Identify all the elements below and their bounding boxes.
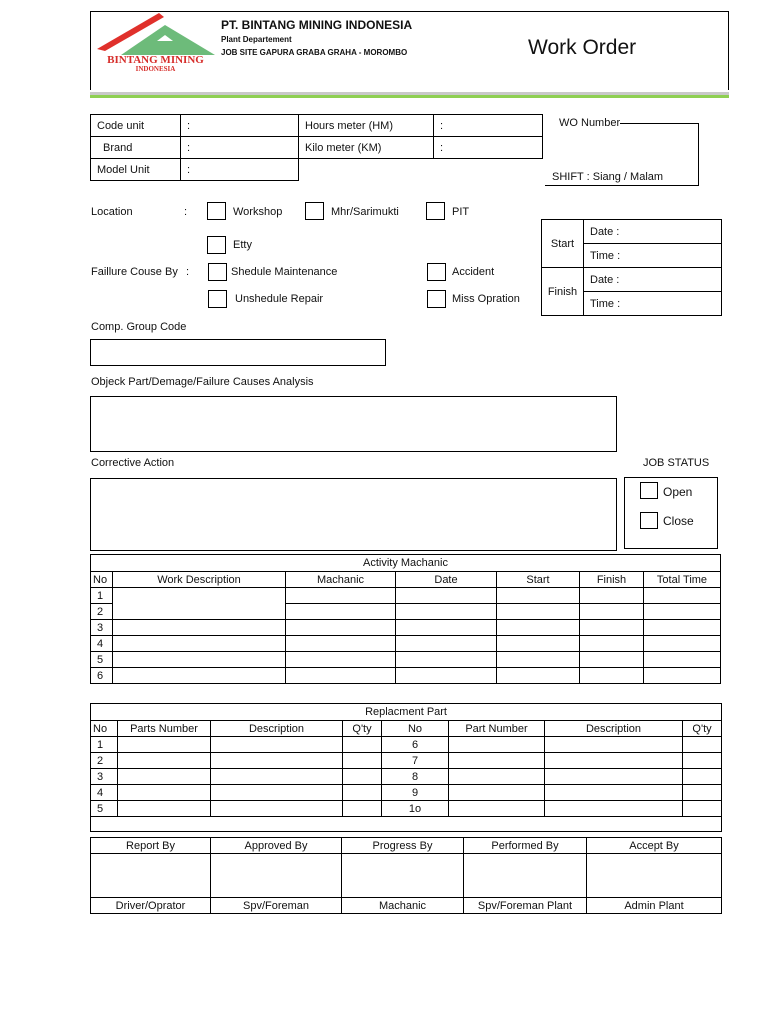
col-header-description-right: Description bbox=[545, 721, 683, 737]
pit-label: PIT bbox=[452, 206, 470, 218]
job-status-label: JOB STATUS bbox=[643, 457, 710, 469]
spacer-row bbox=[91, 817, 722, 832]
row-number-right: 7 bbox=[382, 753, 449, 769]
table-cell[interactable] bbox=[545, 769, 683, 785]
table-cell[interactable] bbox=[644, 652, 721, 668]
analysis-textarea[interactable] bbox=[90, 396, 617, 452]
row-number: 6 bbox=[91, 668, 113, 684]
table-cell[interactable] bbox=[497, 620, 580, 636]
hours-meter-label: Hours meter (HM) bbox=[299, 115, 434, 137]
table-cell[interactable] bbox=[683, 737, 722, 753]
accident-label: Accident bbox=[452, 266, 495, 278]
table-cell[interactable] bbox=[286, 620, 396, 636]
row-number-right: 8 bbox=[382, 769, 449, 785]
shift-label: SHIFT : Siang / Malam bbox=[552, 171, 664, 183]
schedule-maintenance-checkbox[interactable] bbox=[208, 263, 227, 281]
table-cell[interactable] bbox=[118, 753, 211, 769]
activity-mechanic-table bbox=[90, 554, 721, 684]
table-cell[interactable] bbox=[343, 785, 382, 801]
header-accent-line bbox=[90, 95, 729, 98]
table-cell[interactable] bbox=[545, 801, 683, 817]
row-number: 5 bbox=[91, 801, 118, 817]
col-header-no-right: No bbox=[382, 721, 449, 737]
col-header-start: Start bbox=[497, 572, 580, 588]
table-cell[interactable] bbox=[644, 620, 721, 636]
table-row bbox=[91, 801, 722, 817]
col-header-work-description: Work Description bbox=[113, 572, 286, 588]
start-date-field[interactable]: Date : bbox=[584, 220, 722, 244]
table-cell[interactable] bbox=[545, 753, 683, 769]
blank-cell bbox=[299, 159, 434, 181]
table-cell[interactable] bbox=[286, 636, 396, 652]
unit-info-table bbox=[90, 114, 543, 181]
table-cell[interactable] bbox=[211, 753, 343, 769]
driver-operator-label: Driver/Oprator bbox=[91, 898, 211, 914]
col-header-total-time: Total Time bbox=[644, 572, 721, 588]
kilo-meter-label: Kilo meter (KM) bbox=[299, 137, 434, 159]
approved-by-label: Approved By bbox=[211, 838, 342, 854]
col-header-qty-right: Q'ty bbox=[683, 721, 722, 737]
signature-table bbox=[90, 837, 722, 914]
table-cell[interactable] bbox=[497, 668, 580, 684]
company-name: PT. BINTANG MINING INDONESIA bbox=[221, 18, 413, 32]
table-cell[interactable] bbox=[396, 604, 497, 620]
col-header-mechanic: Machanic bbox=[286, 572, 396, 588]
kilo-meter-value[interactable]: : bbox=[434, 137, 543, 159]
table-cell[interactable] bbox=[580, 588, 644, 604]
row-number: 1 bbox=[91, 737, 118, 753]
table-cell[interactable] bbox=[343, 801, 382, 817]
unschedule-repair-label: Unshedule Repair bbox=[235, 293, 324, 305]
table-cell[interactable] bbox=[343, 753, 382, 769]
table-row bbox=[91, 737, 722, 753]
table-cell[interactable] bbox=[118, 785, 211, 801]
accept-by-label: Accept By bbox=[587, 838, 722, 854]
progress-by-label: Progress By bbox=[342, 838, 464, 854]
col-header-date: Date bbox=[396, 572, 497, 588]
code-unit-value[interactable]: : bbox=[181, 115, 299, 137]
table-cell[interactable] bbox=[286, 668, 396, 684]
table-cell[interactable] bbox=[644, 636, 721, 652]
table-cell[interactable] bbox=[449, 753, 545, 769]
blank-cell bbox=[434, 159, 543, 181]
table-cell[interactable] bbox=[118, 769, 211, 785]
row-number: 4 bbox=[91, 785, 118, 801]
table-cell[interactable] bbox=[211, 801, 343, 817]
logo-text-main: BINTANG MINING bbox=[107, 54, 204, 66]
department-name: Plant Departement bbox=[221, 35, 292, 44]
model-unit-value[interactable]: : bbox=[181, 159, 299, 181]
failure-cause-colon: : bbox=[186, 266, 190, 278]
row-number: 3 bbox=[91, 769, 118, 785]
finish-date-field[interactable]: Date : bbox=[584, 268, 722, 292]
table-cell[interactable] bbox=[211, 785, 343, 801]
signature-box-approved[interactable] bbox=[211, 854, 342, 898]
miss-operation-label: Miss Opration bbox=[452, 293, 520, 305]
col-header-description: Description bbox=[211, 721, 343, 737]
mechanic-label: Machanic bbox=[342, 898, 464, 914]
table-cell[interactable] bbox=[580, 604, 644, 620]
corrective-action-label: Corrective Action bbox=[91, 457, 175, 469]
finish-time-field[interactable]: Time : bbox=[584, 292, 722, 316]
row-number: 2 bbox=[91, 604, 113, 620]
work-description-cell[interactable] bbox=[113, 636, 286, 652]
table-cell[interactable] bbox=[580, 636, 644, 652]
logo-text-sub: INDONESIA bbox=[135, 65, 176, 73]
unschedule-repair-checkbox[interactable] bbox=[208, 290, 227, 308]
table-cell[interactable] bbox=[683, 753, 722, 769]
wo-number-label: WO Number bbox=[559, 117, 621, 129]
performed-by-label: Performed By bbox=[464, 838, 587, 854]
mhr-sarimukti-label: Mhr/Sarimukti bbox=[331, 206, 399, 218]
row-number-right: 1o bbox=[382, 801, 449, 817]
activity-title: Activity Machanic bbox=[91, 555, 721, 572]
table-cell[interactable] bbox=[211, 737, 343, 753]
table-row bbox=[91, 620, 721, 636]
table-cell[interactable] bbox=[286, 604, 396, 620]
table-row bbox=[91, 652, 721, 668]
work-description-cell[interactable] bbox=[113, 620, 286, 636]
table-cell[interactable] bbox=[449, 737, 545, 753]
mhr-sarimukti-checkbox[interactable] bbox=[305, 202, 324, 220]
etty-checkbox[interactable] bbox=[207, 236, 226, 254]
table-row bbox=[91, 753, 722, 769]
table-cell[interactable] bbox=[580, 668, 644, 684]
brand-value[interactable]: : bbox=[181, 137, 299, 159]
table-cell[interactable] bbox=[211, 769, 343, 785]
table-cell[interactable] bbox=[644, 588, 721, 604]
admin-plant-label: Admin Plant bbox=[587, 898, 722, 914]
report-by-label: Report By bbox=[91, 838, 211, 854]
location-colon: : bbox=[184, 206, 188, 218]
pit-checkbox[interactable] bbox=[426, 202, 445, 220]
col-header-parts-number: Parts Number bbox=[118, 721, 211, 737]
table-cell[interactable] bbox=[118, 801, 211, 817]
open-label: Open bbox=[663, 485, 693, 499]
table-cell[interactable] bbox=[644, 668, 721, 684]
page-title: Work Order bbox=[528, 36, 637, 59]
table-cell[interactable] bbox=[286, 652, 396, 668]
table-cell[interactable] bbox=[545, 737, 683, 753]
row-number: 2 bbox=[91, 753, 118, 769]
col-header-no: No bbox=[91, 721, 118, 737]
close-checkbox[interactable] bbox=[640, 512, 658, 529]
table-row bbox=[91, 769, 722, 785]
col-header-finish: Finish bbox=[580, 572, 644, 588]
table-cell[interactable] bbox=[118, 737, 211, 753]
row-number-right: 6 bbox=[382, 737, 449, 753]
table-cell[interactable] bbox=[683, 769, 722, 785]
table-cell[interactable] bbox=[497, 652, 580, 668]
table-cell[interactable] bbox=[396, 588, 497, 604]
workshop-checkbox[interactable] bbox=[207, 202, 226, 220]
replacement-part-table bbox=[90, 703, 722, 832]
etty-label: Etty bbox=[233, 239, 252, 251]
table-cell[interactable] bbox=[545, 785, 683, 801]
finish-label: Finish bbox=[542, 268, 584, 316]
comp-group-label: Comp. Group Code bbox=[91, 321, 187, 333]
table-cell[interactable] bbox=[497, 604, 580, 620]
table-cell[interactable] bbox=[580, 652, 644, 668]
replacement-title: Replacment Part bbox=[91, 704, 722, 721]
col-header-part-number-right: Part Number bbox=[449, 721, 545, 737]
row-number-right: 9 bbox=[382, 785, 449, 801]
comp-group-input[interactable] bbox=[90, 339, 386, 366]
table-cell[interactable] bbox=[343, 737, 382, 753]
start-finish-table bbox=[541, 219, 722, 316]
table-cell[interactable] bbox=[396, 620, 497, 636]
table-cell[interactable] bbox=[449, 769, 545, 785]
schedule-maintenance-label: Shedule Maintenance bbox=[231, 266, 338, 278]
wo-number-topline bbox=[620, 123, 699, 124]
table-row bbox=[91, 636, 721, 652]
table-cell[interactable] bbox=[497, 588, 580, 604]
row-number: 5 bbox=[91, 652, 113, 668]
code-unit-label: Code unit bbox=[91, 115, 181, 137]
table-cell[interactable] bbox=[497, 636, 580, 652]
work-description-cell[interactable] bbox=[113, 652, 286, 668]
workshop-label: Workshop bbox=[233, 206, 283, 218]
work-description-cell[interactable] bbox=[113, 668, 286, 684]
company-logo bbox=[93, 11, 218, 73]
table-row bbox=[91, 785, 722, 801]
table-cell[interactable] bbox=[580, 620, 644, 636]
signature-box-accept[interactable] bbox=[587, 854, 722, 898]
open-checkbox[interactable] bbox=[640, 482, 658, 499]
spv-foreman-label: Spv/Foreman bbox=[211, 898, 342, 914]
brand-label: Brand bbox=[91, 137, 181, 159]
table-cell[interactable] bbox=[449, 785, 545, 801]
table-cell[interactable] bbox=[396, 636, 497, 652]
table-cell[interactable] bbox=[449, 801, 545, 817]
signature-box-report[interactable] bbox=[91, 854, 211, 898]
signature-box-progress[interactable] bbox=[342, 854, 464, 898]
analysis-label: Objeck Part/Demage/Failure Causes Analysis bbox=[91, 376, 314, 388]
table-cell[interactable] bbox=[683, 785, 722, 801]
model-unit-label: Model Unit bbox=[91, 159, 181, 181]
col-header-no: No bbox=[91, 572, 113, 588]
table-row bbox=[91, 668, 721, 684]
corrective-action-textarea[interactable] bbox=[90, 478, 617, 551]
hours-meter-value[interactable]: : bbox=[434, 115, 543, 137]
table-cell[interactable] bbox=[683, 801, 722, 817]
table-row bbox=[91, 588, 721, 604]
job-site: JOB SITE GAPURA GRABA GRAHA - MOROMBO bbox=[221, 48, 408, 57]
failure-cause-label: Faillure Couse By bbox=[91, 266, 178, 278]
table-cell[interactable] bbox=[644, 604, 721, 620]
table-cell[interactable] bbox=[396, 668, 497, 684]
accident-checkbox[interactable] bbox=[427, 263, 446, 281]
miss-operation-checkbox[interactable] bbox=[427, 290, 446, 308]
row-number: 3 bbox=[91, 620, 113, 636]
start-time-field[interactable]: Time : bbox=[584, 244, 722, 268]
table-cell[interactable] bbox=[396, 652, 497, 668]
close-label: Close bbox=[663, 514, 694, 528]
table-cell[interactable] bbox=[286, 588, 396, 604]
work-description-cell[interactable] bbox=[113, 588, 286, 620]
col-header-qty: Q'ty bbox=[343, 721, 382, 737]
row-number: 1 bbox=[91, 588, 113, 604]
signature-box-performed[interactable] bbox=[464, 854, 587, 898]
start-label: Start bbox=[542, 220, 584, 268]
table-cell[interactable] bbox=[343, 769, 382, 785]
spv-foreman-plant-label: Spv/Foreman Plant bbox=[464, 898, 587, 914]
row-number: 4 bbox=[91, 636, 113, 652]
location-label: Location bbox=[91, 206, 133, 218]
